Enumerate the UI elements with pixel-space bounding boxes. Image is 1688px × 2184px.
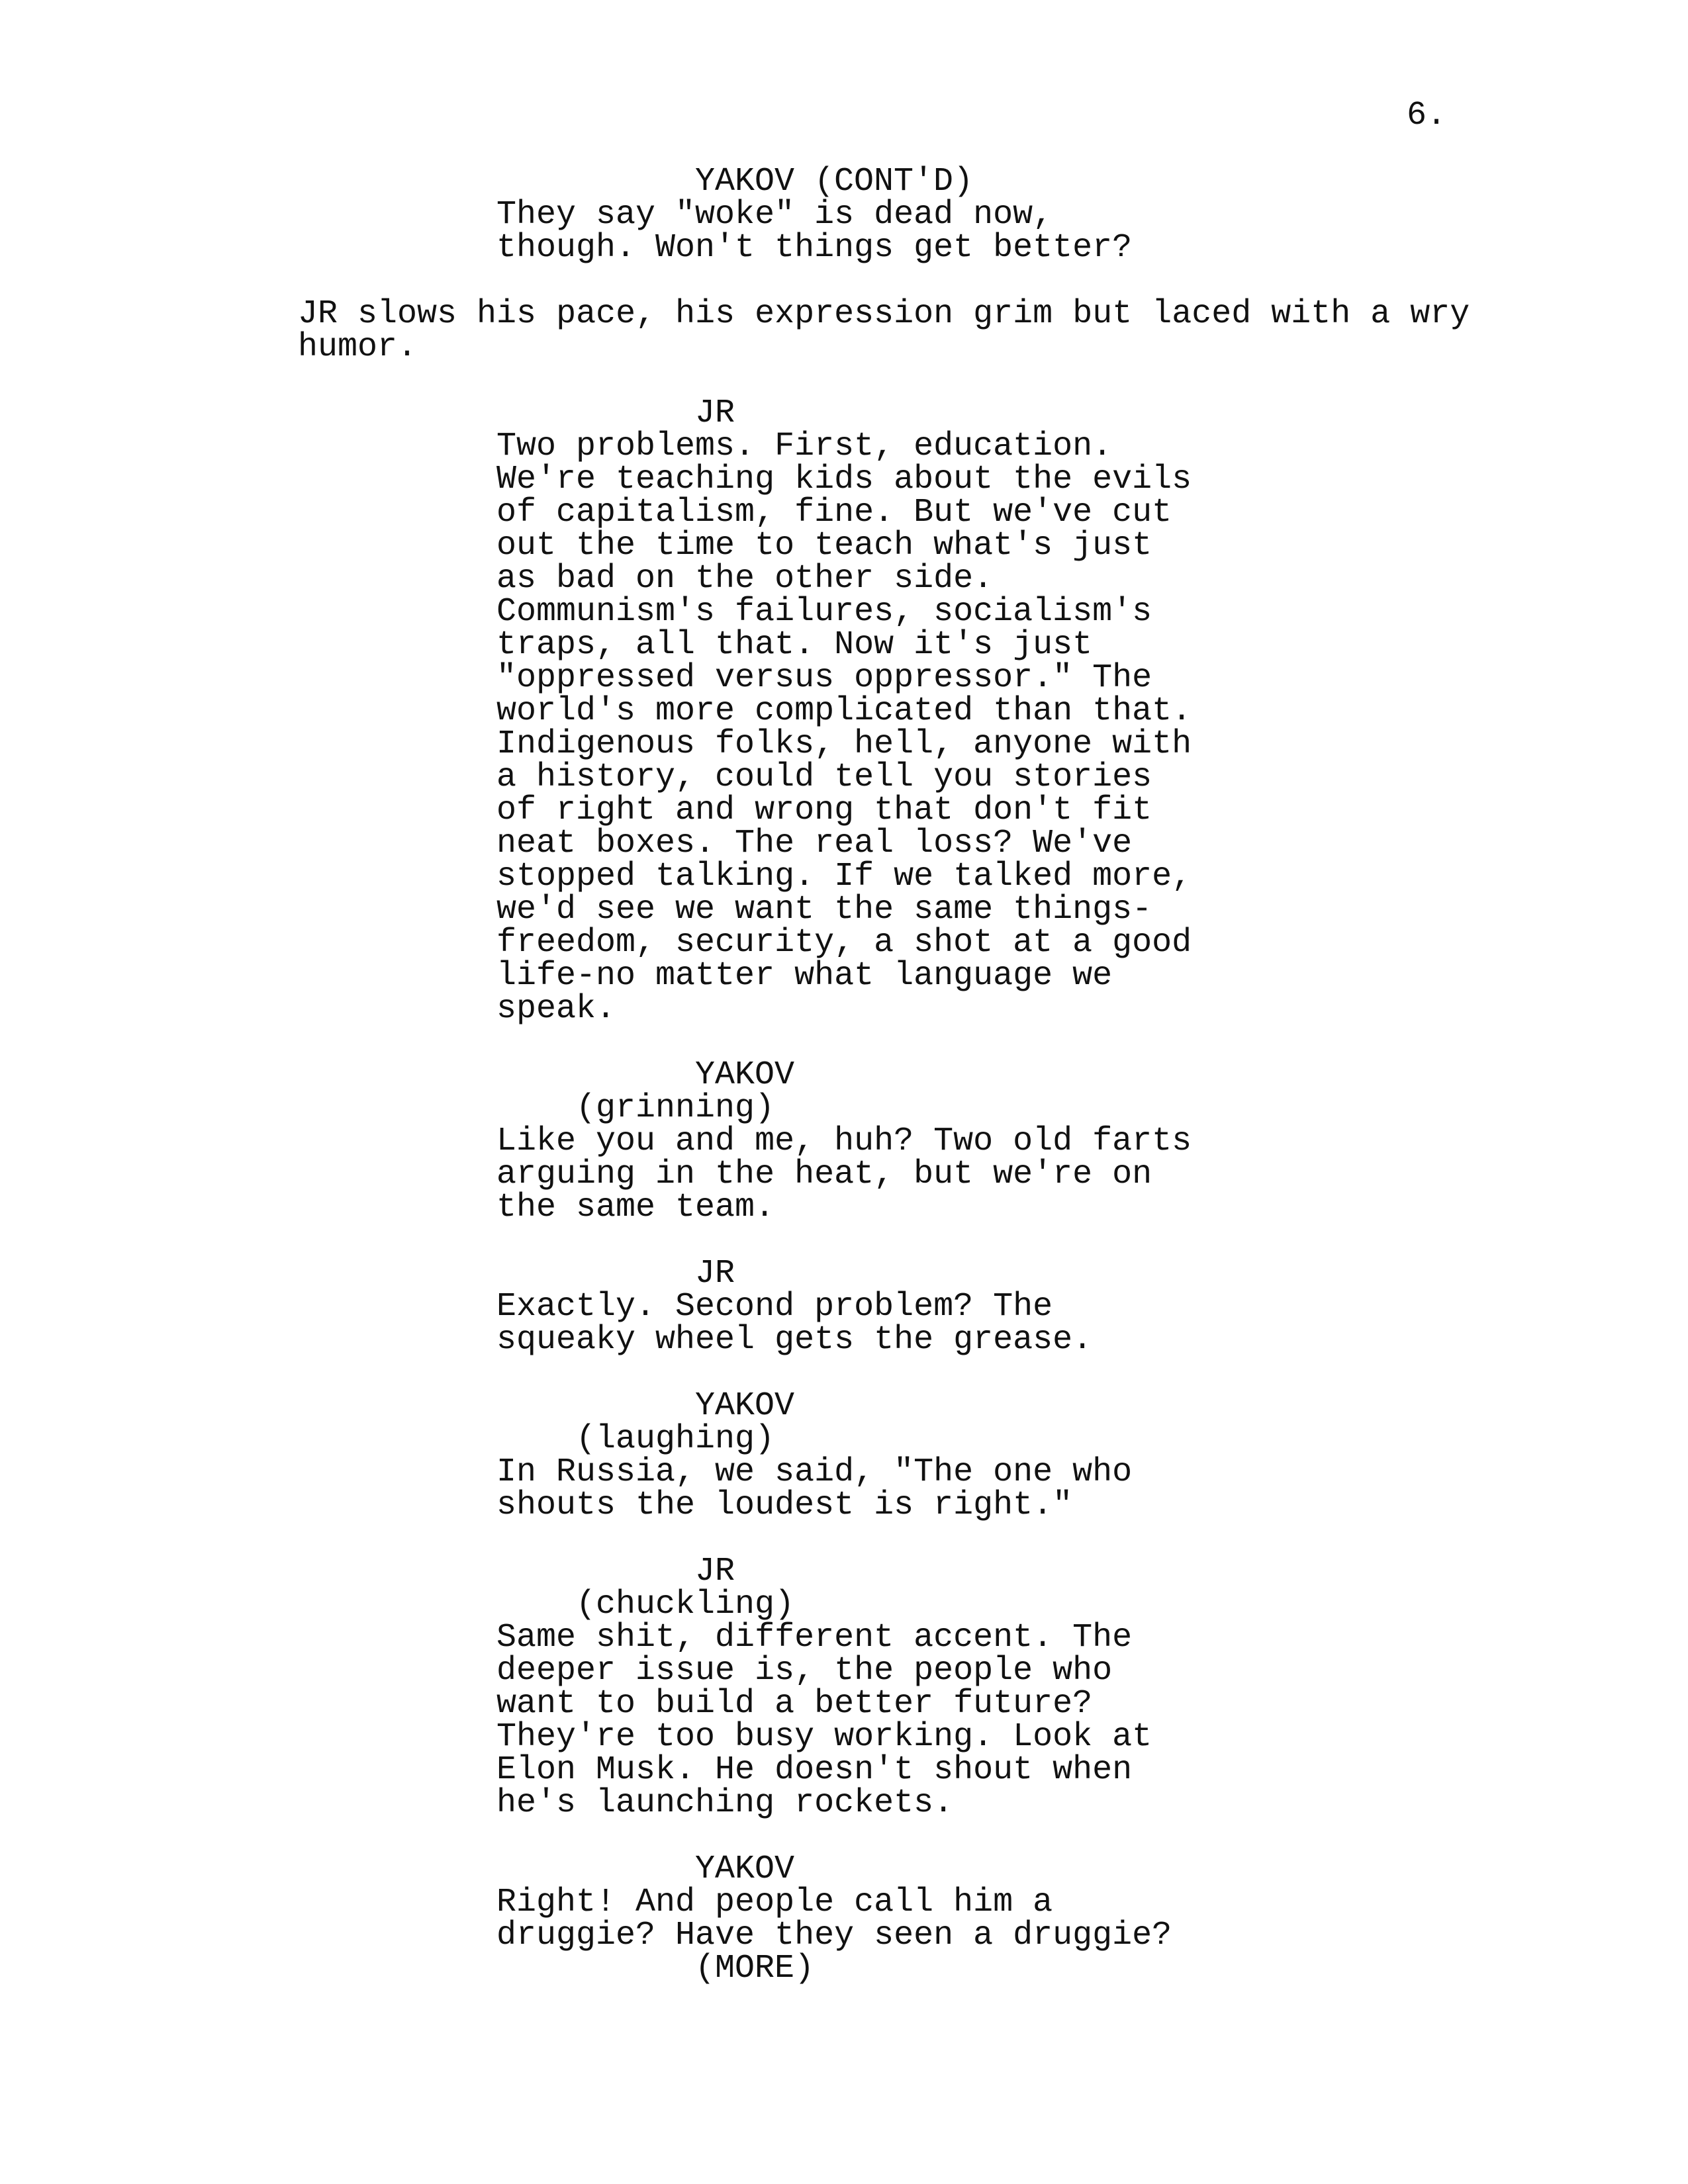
dialogue-line: want to build a better future? <box>496 1685 1093 1723</box>
action-line: humor. <box>298 328 418 366</box>
page-number: 6. <box>1407 97 1447 134</box>
blank-line <box>298 1026 1489 1059</box>
dialogue-line: freedom, security, a shot at a good <box>496 924 1192 962</box>
blank-line <box>298 265 1489 298</box>
dialogue-line: They're too busy working. Look at <box>496 1718 1152 1756</box>
dialogue-line: world's more complicated than that. <box>496 692 1192 730</box>
dialogue-line: We're teaching kids about the evils <box>496 461 1192 498</box>
dialogue-line: arguing in the heat, but we're on <box>496 1156 1152 1193</box>
dialogue-line: Exactly. Second problem? The <box>496 1288 1053 1326</box>
dialogue-line: In Russia, we said, "The one who <box>496 1453 1133 1491</box>
character-cue: YAKOV (CONT'D) <box>695 163 974 201</box>
dialogue-line: Same shit, different accent. The <box>496 1619 1133 1657</box>
dialogue-line: we'd see we want the same things- <box>496 891 1152 929</box>
parenthetical: (chuckling) <box>576 1586 795 1623</box>
dialogue-line: though. Won't things get better? <box>496 229 1133 267</box>
dialogue-line: of right and wrong that don't fit <box>496 792 1152 829</box>
dialogue-line: Elon Musk. He doesn't shout when <box>496 1751 1133 1789</box>
dialogue-line: traps, all that. Now it's just <box>496 626 1093 664</box>
dialogue-line: Indigenous folks, hell, anyone with <box>496 725 1192 763</box>
screenplay-body <box>298 165 1489 1985</box>
character-cue: JR <box>695 1255 735 1293</box>
character-cue: JR <box>695 1553 735 1590</box>
dialogue-line: speak. <box>496 990 616 1028</box>
blank-line <box>298 1522 1489 1555</box>
dialogue-line: he's launching rockets. <box>496 1784 954 1822</box>
dialogue-line: They say "woke" is dead now, <box>496 196 1053 234</box>
dialogue-line: of capitalism, fine. But we've cut <box>496 494 1172 531</box>
parenthetical: (grinning) <box>576 1089 775 1127</box>
character-cue: YAKOV <box>695 1056 795 1094</box>
blank-line <box>298 1357 1489 1390</box>
dialogue-line: life-no matter what language we <box>496 957 1113 995</box>
dialogue-line: Two problems. First, education. <box>496 428 1113 465</box>
character-cue: JR <box>695 394 735 432</box>
more-indicator: (MORE) <box>695 1950 815 1987</box>
dialogue-line: the same team. <box>496 1189 775 1226</box>
blank-line <box>298 1820 1489 1853</box>
dialogue-line: druggie? Have they seen a druggie? <box>496 1917 1172 1954</box>
dialogue-line: as bad on the other side. <box>496 560 994 598</box>
dialogue-line: squeaky wheel gets the grease. <box>496 1321 1093 1359</box>
dialogue-line: stopped talking. If we talked more, <box>496 858 1192 895</box>
dialogue-line: out the time to teach what's just <box>496 527 1152 565</box>
parenthetical: (laughing) <box>576 1420 775 1458</box>
dialogue-line: deeper issue is, the people who <box>496 1652 1113 1690</box>
dialogue-line: "oppressed versus oppressor." The <box>496 659 1152 697</box>
dialogue-line: neat boxes. The real loss? We've <box>496 825 1133 862</box>
blank-line <box>298 364 1489 397</box>
character-cue: YAKOV <box>695 1387 795 1425</box>
dialogue-line: a history, could tell you stories <box>496 758 1152 796</box>
dialogue-line: Communism's failures, socialism's <box>496 593 1152 631</box>
blank-line <box>298 1224 1489 1257</box>
character-cue: YAKOV <box>695 1850 795 1888</box>
dialogue-line: Right! And people call him a <box>496 1884 1053 1921</box>
action-line: JR slows his pace, his expression grim but laced with a wry <box>298 295 1470 333</box>
dialogue-line: shouts the loudest is right." <box>496 1486 1073 1524</box>
dialogue-line: Like you and me, huh? Two old farts <box>496 1122 1192 1160</box>
